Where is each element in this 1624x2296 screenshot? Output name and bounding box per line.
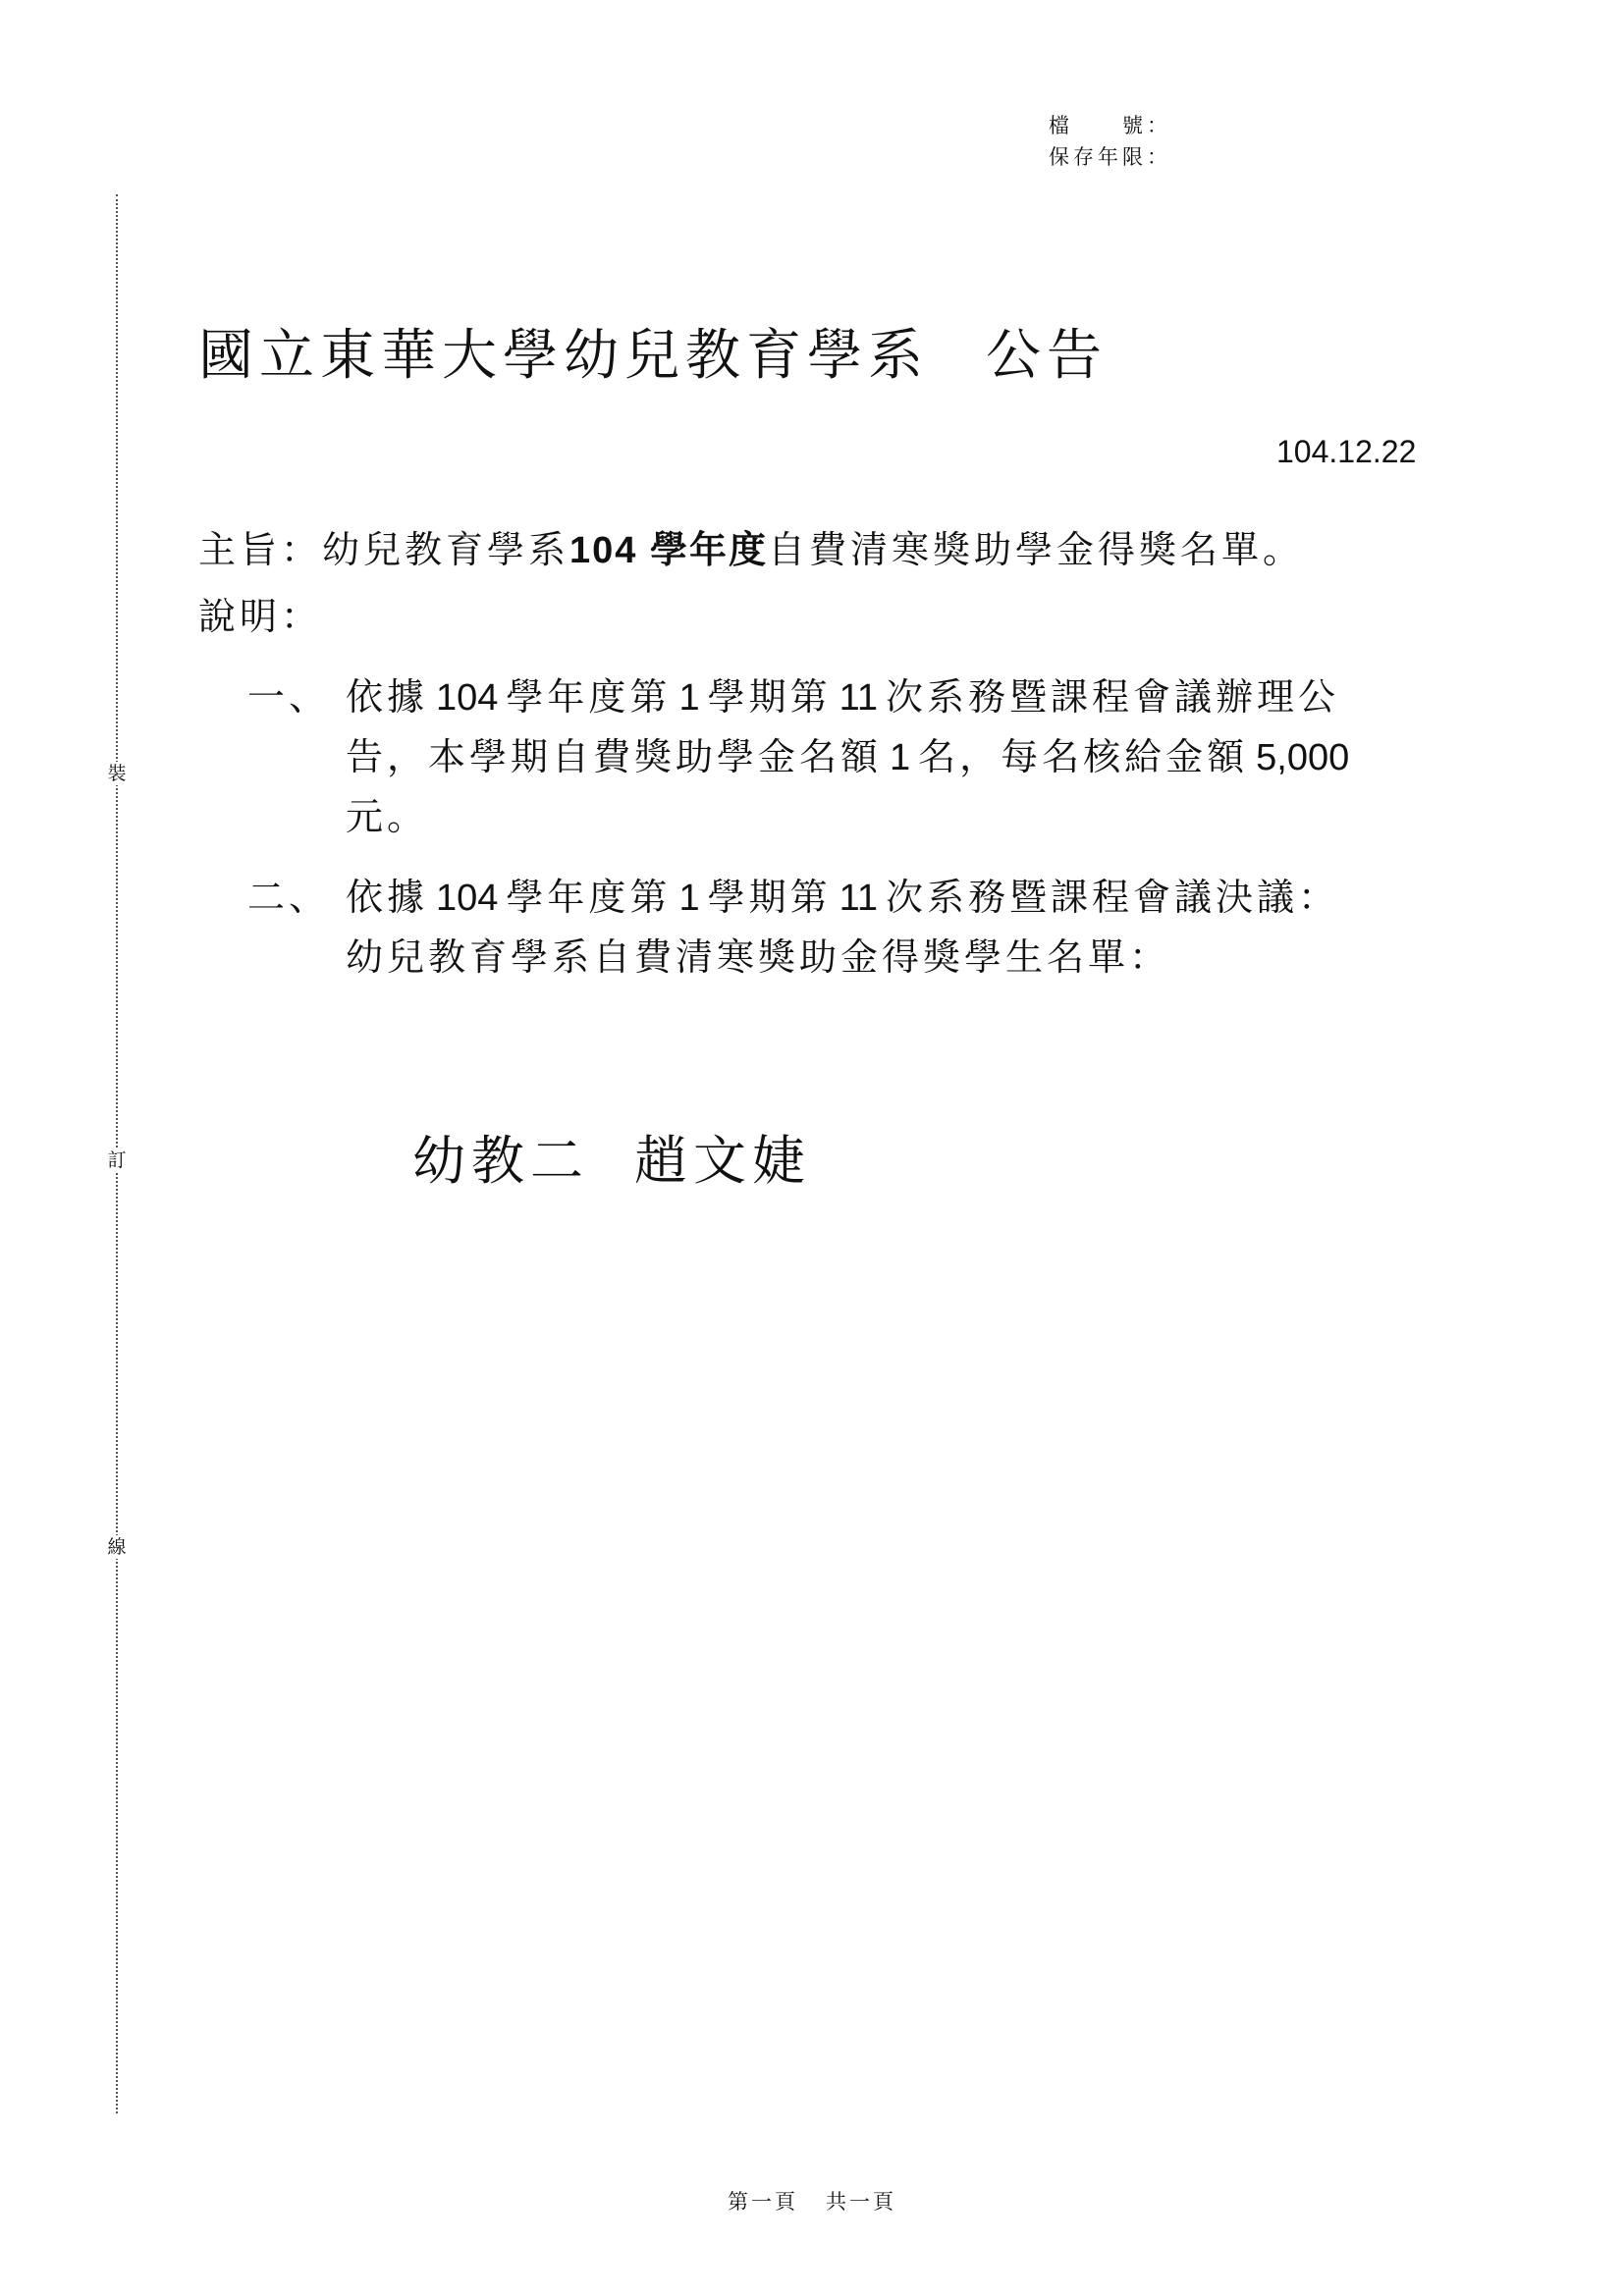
- subject-text-after: 自費清寒獎助學金得獎名單。: [768, 528, 1305, 571]
- item-text: 依據: [346, 675, 429, 719]
- item-number: 11: [839, 878, 879, 919]
- item-text: 名，每名核給金額: [918, 735, 1249, 778]
- item-text: 次系務暨課程會議辦理公: [886, 675, 1340, 719]
- item-line: [346, 928, 1445, 987]
- item-number: 1: [678, 677, 700, 719]
- item-content: [346, 667, 1445, 846]
- item-number: 1: [890, 737, 911, 778]
- item-line: [346, 667, 1445, 727]
- item-text: 學期第: [707, 675, 832, 719]
- explanation-label: 說明：: [198, 595, 323, 638]
- item-amount: 5,000: [1256, 737, 1350, 778]
- binding-char-ding: 訂: [103, 1148, 131, 1172]
- item-marker: 一、: [247, 675, 331, 719]
- item-text: 依據: [346, 876, 429, 919]
- item-text: 學期第: [707, 876, 832, 919]
- item-line: [346, 868, 1445, 928]
- item-text: 幼兒教育學系自費清寒獎助金得獎學生名單：: [346, 935, 1171, 979]
- document-date: 104.12.22: [1276, 434, 1417, 469]
- item-text: 次系務暨課程會議決議：: [886, 876, 1340, 919]
- item-number: 104: [436, 677, 499, 719]
- item-text: 告，本學期自費獎助學金名額: [346, 735, 883, 778]
- binding-char-zhuang: 裝: [103, 762, 131, 785]
- winner-name: 趙文婕: [634, 1130, 811, 1192]
- item-marker: 二、: [247, 876, 331, 919]
- item-number: 11: [839, 677, 879, 719]
- item-text: 元。: [346, 795, 429, 838]
- winner-entry: [412, 1127, 811, 1196]
- subject-line: [198, 520, 1304, 580]
- title-organization: 國立東華大學幼兒教育學系: [198, 324, 929, 388]
- item-text: 學年度第: [506, 876, 672, 919]
- retention-period-label: 保存年限：: [1049, 145, 1171, 169]
- title-type: 公告: [986, 324, 1108, 388]
- item-content: [346, 868, 1445, 987]
- subject-bold-year: 104 學年度: [569, 530, 768, 571]
- page-number: 第一頁: [728, 2190, 798, 2214]
- binding-char-xian: 線: [103, 1535, 131, 1559]
- file-number-label: 檔 號：: [1049, 114, 1171, 137]
- page-total: 共一頁: [826, 2190, 896, 2214]
- subject-text-before: 幼兒教育學系: [322, 528, 570, 571]
- item-text: 學年度第: [506, 675, 672, 719]
- item-line: [346, 727, 1445, 787]
- page-footer: [0, 2187, 1624, 2216]
- file-meta: [1049, 110, 1171, 173]
- subject-label: 主旨：: [198, 528, 323, 571]
- item-number: 1: [678, 878, 700, 919]
- winner-class: 幼教二: [412, 1130, 589, 1192]
- item-line: [346, 787, 1445, 846]
- document-title: [198, 322, 1108, 391]
- item-number: 104: [436, 878, 499, 919]
